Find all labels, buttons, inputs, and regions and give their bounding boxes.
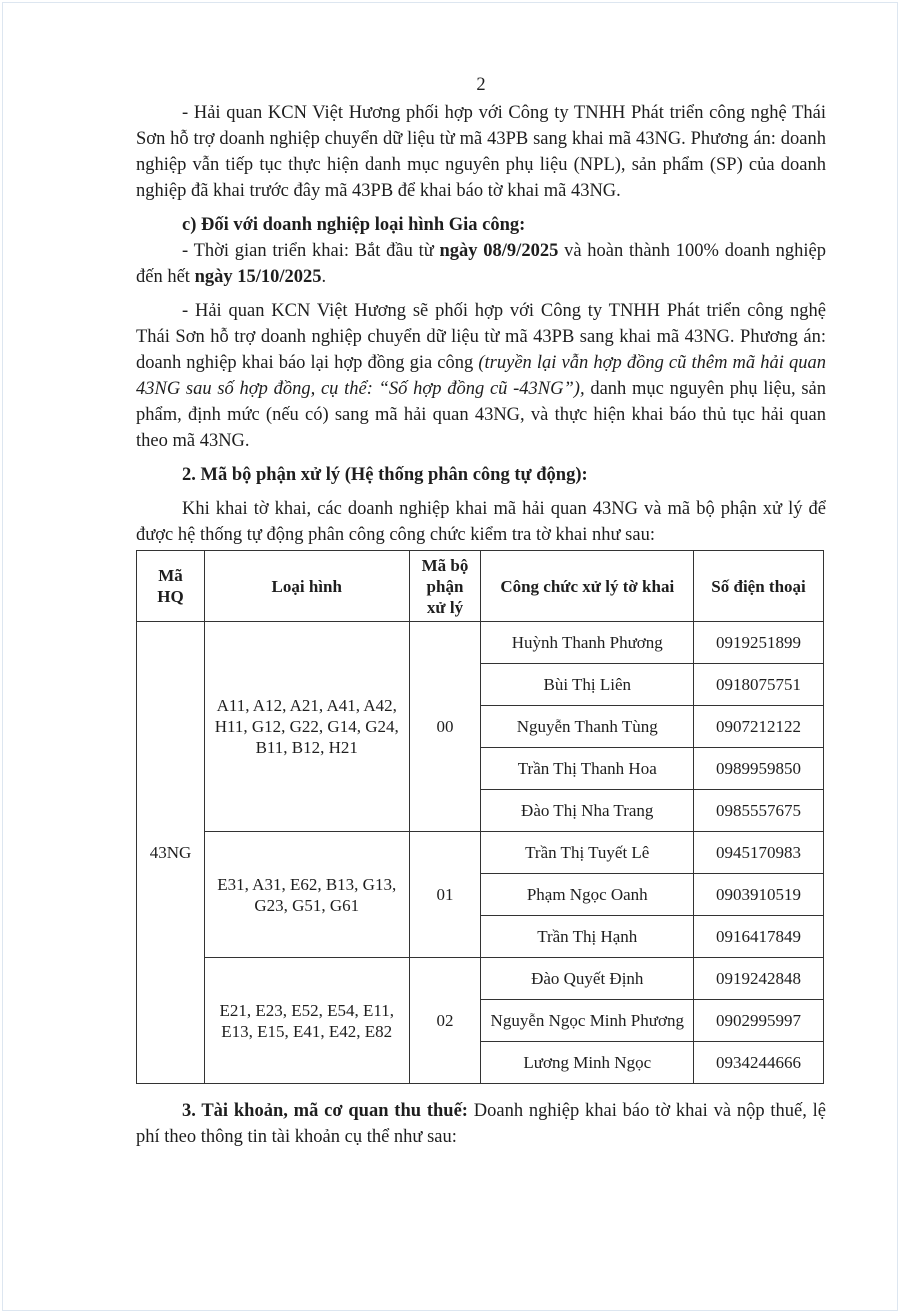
start-date: ngày 08/9/2025 [439, 241, 559, 261]
section-b-support-paragraph: - Hải quan KCN Việt Hương phối hợp với Công ty TNHH Phát triển công nghệ Thái Sơn hỗ trợ doanh nghiệp chuyển dữ liệu từ mã 43PB sang khai mã 43NG. Phương án: doanh nghiệp vẫn tiếp tục thực hiện danh mục nguyên phụ liệu (NPL), sản phẩm (SP) của doanh nghiệp đã khai trước đây mã 43PB để khai báo tờ khai mã 43NG. [136, 103, 826, 201]
officer-name: Nguyễn Ngọc Minh Phương [481, 1000, 694, 1042]
types-cell: A11, A12, A21, A41, A42, H11, G12, G22, G14, G24, B11, B12, H21 [204, 622, 409, 832]
officer-phone: 0989959850 [694, 748, 824, 790]
table-row [137, 958, 824, 1000]
timeline-suffix: . [321, 267, 327, 287]
section-2-intro: Khi khai tờ khai, các doanh nghiệp khai mã hải quan 43NG và mã bộ phận xử lý để được hệ thống tự động phân công công chức kiểm tra tờ khai như sau: [136, 499, 826, 545]
support-suffix: danh mục nguyên phụ liệu, sản phẩm, định mức (nếu có) sang mã hải quan 43NG, và thực hiện khai báo thủ tục hải quan theo mã 43NG. [136, 379, 826, 451]
header-unit-code: Mã bộ phận xử lý [409, 551, 481, 622]
officer-name: Đào Thị Nha Trang [481, 790, 694, 832]
table-row [137, 622, 824, 664]
header-customs-code: Mã HQ [137, 551, 205, 622]
officer-name: Trần Thị Hạnh [481, 916, 694, 958]
header-officer: Công chức xử lý tờ khai [481, 551, 694, 622]
unit-code-cell: 00 [409, 622, 481, 832]
officer-phone: 0919251899 [694, 622, 824, 664]
section-2-heading: 2. Mã bộ phận xử lý (Hệ thống phân công tự động): [182, 465, 588, 485]
officer-phone: 0903910519 [694, 874, 824, 916]
officer-name: Huỳnh Thanh Phương [481, 622, 694, 664]
section-c-timeline-paragraph [136, 238, 826, 290]
table-row [137, 832, 824, 874]
unit-code-cell: 01 [409, 832, 481, 958]
officer-phone: 0918075751 [694, 664, 824, 706]
officer-phone: 0919242848 [694, 958, 824, 1000]
officer-phone: 0934244666 [694, 1042, 824, 1084]
officer-name: Lương Minh Ngọc [481, 1042, 694, 1084]
unit-code-cell: 02 [409, 958, 481, 1084]
officer-name: Đào Quyết Định [481, 958, 694, 1000]
section-c-support-paragraph [136, 298, 826, 454]
header-phone: Số điện thoại [694, 551, 824, 622]
end-date: ngày 15/10/2025 [194, 267, 322, 287]
timeline-middle: và hoàn thành 100% doanh nghiệp đến hết [136, 241, 826, 287]
officer-phone: 0902995997 [694, 1000, 824, 1042]
section-3-paragraph [136, 1098, 826, 1150]
officer-name: Trần Thị Thanh Hoa [481, 748, 694, 790]
processing-unit-table [136, 550, 824, 1084]
officer-name: Bùi Thị Liên [481, 664, 694, 706]
document-body [136, 72, 826, 1150]
header-type: Loại hình [204, 551, 409, 622]
officer-phone: 0916417849 [694, 916, 824, 958]
officer-phone: 0907212122 [694, 706, 824, 748]
types-cell: E31, A31, E62, B13, G13, G23, G51, G61 [204, 832, 409, 958]
officer-phone: 0985557675 [694, 790, 824, 832]
table-header-row [137, 551, 824, 622]
timeline-prefix: - Thời gian triển khai: Bắt đầu từ [182, 241, 440, 261]
section-3-text: Doanh nghiệp khai báo tờ khai và nộp thuế, lệ phí theo thông tin tài khoản cụ thể như sau: [136, 1101, 827, 1147]
section-3-heading: 3. Tài khoản, mã cơ quan thu thuế: [182, 1101, 468, 1121]
officer-name: Trần Thị Tuyết Lê [481, 832, 694, 874]
support-italic-note: (truyền lại vẫn hợp đồng cũ thêm mã hải quan 43NG sau số hợp đồng, cụ thể: “Số hợp đồng cũ -43NG”), [136, 353, 826, 399]
support-prefix: - Hải quan KCN Việt Hương sẽ phối hợp với Công ty TNHH Phát triển công nghệ Thái Sơn hỗ trợ doanh nghiệp chuyển dữ liệu từ mã 43PB sang khai mã 43NG. Phương án: doanh nghiệp khai báo lại hợp đồng gia công [136, 301, 826, 373]
officer-name: Phạm Ngọc Oanh [481, 874, 694, 916]
officer-phone: 0945170983 [694, 832, 824, 874]
officer-name: Nguyễn Thanh Tùng [481, 706, 694, 748]
customs-code-cell: 43NG [137, 622, 205, 1084]
page-number: 2 [476, 75, 486, 95]
section-c-heading: c) Đối với doanh nghiệp loại hình Gia công: [182, 215, 526, 235]
types-cell: E21, E23, E52, E54, E11, E13, E15, E41, E42, E82 [204, 958, 409, 1084]
